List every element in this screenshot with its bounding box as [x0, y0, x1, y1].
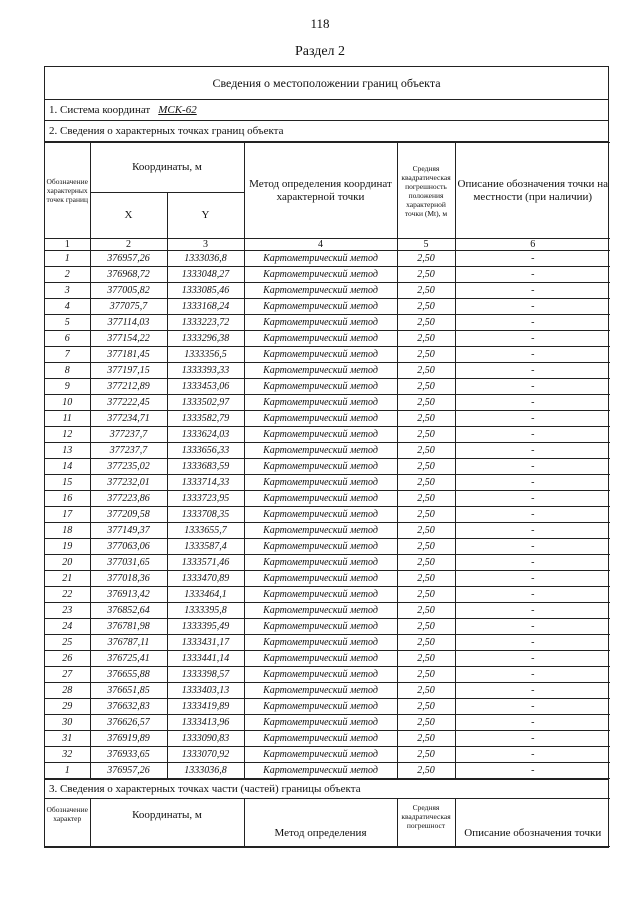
table-row: [45, 283, 610, 299]
description-cell: -: [455, 459, 610, 475]
point-number: 11: [45, 411, 90, 427]
method-cell: Картометрический метод: [244, 635, 397, 651]
coord-system-row: [45, 100, 608, 121]
description-cell: -: [455, 267, 610, 283]
error-cell: 2,50: [397, 651, 455, 667]
header-x: X: [90, 193, 167, 239]
method-cell: Картометрический метод: [244, 555, 397, 571]
points-heading: 2. Сведения о характерных точках границ объекта: [45, 121, 608, 142]
coord-x: 376852,64: [90, 603, 167, 619]
error-cell: 2,50: [397, 491, 455, 507]
coord-x: 377005,82: [90, 283, 167, 299]
error-cell: 2,50: [397, 427, 455, 443]
coord-x: 377209,58: [90, 507, 167, 523]
column-number: 3: [167, 239, 244, 251]
coord-y: 1333708,35: [167, 507, 244, 523]
point-number: 2: [45, 267, 90, 283]
coord-x: 377237,7: [90, 427, 167, 443]
description-cell: -: [455, 747, 610, 763]
table-row: [45, 523, 610, 539]
point-number: 31: [45, 731, 90, 747]
point-number: 21: [45, 571, 90, 587]
method-cell: Картометрический метод: [244, 299, 397, 315]
coord-x: 376787,11: [90, 635, 167, 651]
method-cell: Картометрический метод: [244, 443, 397, 459]
coord-y: 1333036,8: [167, 251, 244, 267]
error-cell: 2,50: [397, 363, 455, 379]
coord-y: 1333048,27: [167, 267, 244, 283]
error-cell: 2,50: [397, 619, 455, 635]
error-cell: 2,50: [397, 715, 455, 731]
coord-y: 1333403,13: [167, 683, 244, 699]
point-number: 7: [45, 347, 90, 363]
coord-x: 376913,42: [90, 587, 167, 603]
coord-y: 1333502,97: [167, 395, 244, 411]
coord-x: 376655,88: [90, 667, 167, 683]
coord-x: 376725,41: [90, 651, 167, 667]
point-number: 16: [45, 491, 90, 507]
table-row: [45, 475, 610, 491]
method-cell: Картометрический метод: [244, 475, 397, 491]
column-number: 5: [397, 239, 455, 251]
coord-y: 1333036,8: [167, 763, 244, 779]
coord-x: 377114,03: [90, 315, 167, 331]
description-cell: -: [455, 443, 610, 459]
point-number: 24: [45, 619, 90, 635]
coord-x: 376626,57: [90, 715, 167, 731]
method-cell: Картометрический метод: [244, 587, 397, 603]
method-cell: Картометрический метод: [244, 747, 397, 763]
description-cell: -: [455, 331, 610, 347]
method-cell: Картометрический метод: [244, 603, 397, 619]
error-cell: 2,50: [397, 763, 455, 779]
tail-header-method: Метод определения: [244, 799, 397, 847]
coord-system-label: 1. Система координат: [49, 104, 151, 116]
table-row: [45, 363, 610, 379]
parts-heading: 3. Сведения о характерных точках части (частей) границы объекта: [45, 779, 608, 798]
table-row: [45, 507, 610, 523]
description-cell: -: [455, 251, 610, 267]
description-cell: -: [455, 683, 610, 699]
header-designation: Обозначение характерных точек границ: [45, 143, 90, 239]
points-table: [45, 142, 610, 779]
column-number: 6: [455, 239, 610, 251]
table-row: [45, 459, 610, 475]
error-cell: 2,50: [397, 459, 455, 475]
point-number: 18: [45, 523, 90, 539]
point-number: 32: [45, 747, 90, 763]
page-number: 118: [310, 16, 330, 31]
point-number: 25: [45, 635, 90, 651]
method-cell: Картометрический метод: [244, 363, 397, 379]
description-cell: -: [455, 427, 610, 443]
point-number: 22: [45, 587, 90, 603]
coord-x: 376781,98: [90, 619, 167, 635]
method-cell: Картометрический метод: [244, 507, 397, 523]
table-row: [45, 251, 610, 267]
description-cell: -: [455, 507, 610, 523]
error-cell: 2,50: [397, 731, 455, 747]
method-cell: Картометрический метод: [244, 315, 397, 331]
header-y: Y: [167, 193, 244, 239]
coord-y: 1333656,33: [167, 443, 244, 459]
description-cell: -: [455, 635, 610, 651]
coord-x: 377197,15: [90, 363, 167, 379]
error-cell: 2,50: [397, 379, 455, 395]
coord-y: 1333168,24: [167, 299, 244, 315]
method-cell: Картометрический метод: [244, 715, 397, 731]
coord-y: 1333587,4: [167, 539, 244, 555]
table-row: [45, 491, 610, 507]
description-cell: -: [455, 315, 610, 331]
error-cell: 2,50: [397, 635, 455, 651]
point-number: 14: [45, 459, 90, 475]
table-row: [45, 683, 610, 699]
method-cell: Картометрический метод: [244, 619, 397, 635]
error-cell: 2,50: [397, 283, 455, 299]
error-cell: 2,50: [397, 587, 455, 603]
header-error: Средняя квадратическая погрешность положения характерной точки (Mt), м: [397, 143, 455, 239]
column-number: 4: [244, 239, 397, 251]
coord-y: 1333413,96: [167, 715, 244, 731]
points-table-body: [45, 251, 610, 779]
table-row: [45, 299, 610, 315]
coord-x: 376651,85: [90, 683, 167, 699]
point-number: 20: [45, 555, 90, 571]
table-row: [45, 635, 610, 651]
coord-y: 1333571,46: [167, 555, 244, 571]
coord-y: 1333395,8: [167, 603, 244, 619]
error-cell: 2,50: [397, 267, 455, 283]
method-cell: Картометрический метод: [244, 411, 397, 427]
coord-y: 1333223,72: [167, 315, 244, 331]
point-number: 17: [45, 507, 90, 523]
point-number: 12: [45, 427, 90, 443]
column-number: 1: [45, 239, 90, 251]
table-row: [45, 331, 610, 347]
method-cell: Картометрический метод: [244, 763, 397, 779]
point-number: 1: [45, 763, 90, 779]
coord-y: 1333464,1: [167, 587, 244, 603]
error-cell: 2,50: [397, 539, 455, 555]
description-cell: -: [455, 299, 610, 315]
error-cell: 2,50: [397, 555, 455, 571]
method-cell: Картометрический метод: [244, 731, 397, 747]
table-title: Сведения о местоположении границ объекта: [45, 67, 608, 100]
point-number: 28: [45, 683, 90, 699]
method-cell: Картометрический метод: [244, 491, 397, 507]
method-cell: Картометрический метод: [244, 539, 397, 555]
coord-y: 1333582,79: [167, 411, 244, 427]
coord-x: 377234,71: [90, 411, 167, 427]
method-cell: Картометрический метод: [244, 283, 397, 299]
coord-x: 376933,65: [90, 747, 167, 763]
point-number: 26: [45, 651, 90, 667]
coord-x: 377237,7: [90, 443, 167, 459]
point-number: 29: [45, 699, 90, 715]
boundary-info-table: [44, 66, 609, 848]
method-cell: Картометрический метод: [244, 267, 397, 283]
description-cell: -: [455, 731, 610, 747]
error-cell: 2,50: [397, 251, 455, 267]
point-number: 13: [45, 443, 90, 459]
point-number: 4: [45, 299, 90, 315]
coord-x: 377075,7: [90, 299, 167, 315]
point-number: 3: [45, 283, 90, 299]
coord-y: 1333714,33: [167, 475, 244, 491]
table-row: [45, 747, 610, 763]
error-cell: 2,50: [397, 299, 455, 315]
table-row: [45, 651, 610, 667]
coord-x: 377235,02: [90, 459, 167, 475]
method-cell: Картометрический метод: [244, 379, 397, 395]
coord-x: 377181,45: [90, 347, 167, 363]
error-cell: 2,50: [397, 683, 455, 699]
coord-y: 1333398,57: [167, 667, 244, 683]
header-description: Описание обозначения точки на местности (при наличии): [455, 143, 610, 239]
point-number: 8: [45, 363, 90, 379]
header-coordinates: Координаты, м: [90, 143, 244, 193]
error-cell: 2,50: [397, 571, 455, 587]
coord-y: 1333723,95: [167, 491, 244, 507]
method-cell: Картометрический метод: [244, 667, 397, 683]
table-row: [45, 347, 610, 363]
coord-x: 377018,36: [90, 571, 167, 587]
description-cell: -: [455, 347, 610, 363]
error-cell: 2,50: [397, 667, 455, 683]
coord-y: 1333624,03: [167, 427, 244, 443]
coord-y: 1333296,38: [167, 331, 244, 347]
table-row: [45, 587, 610, 603]
error-cell: 2,50: [397, 315, 455, 331]
table-row: [45, 539, 610, 555]
description-cell: -: [455, 411, 610, 427]
description-cell: -: [455, 475, 610, 491]
description-cell: -: [455, 539, 610, 555]
error-cell: 2,50: [397, 747, 455, 763]
coord-x: 376968,72: [90, 267, 167, 283]
description-cell: -: [455, 283, 610, 299]
table-row: [45, 315, 610, 331]
coord-y: 1333090,83: [167, 731, 244, 747]
coord-y: 1333356,5: [167, 347, 244, 363]
point-number: 6: [45, 331, 90, 347]
method-cell: Картометрический метод: [244, 523, 397, 539]
error-cell: 2,50: [397, 411, 455, 427]
table-row: [45, 619, 610, 635]
tail-header-designation: Обозначение характер: [45, 799, 90, 847]
table-row: [45, 571, 610, 587]
coord-system-value: МСК-62: [158, 104, 197, 116]
tail-header-coordinates: Координаты, м: [90, 799, 244, 847]
method-cell: Картометрический метод: [244, 331, 397, 347]
method-cell: Картометрический метод: [244, 251, 397, 267]
coord-y: 1333470,89: [167, 571, 244, 587]
parts-table-header: [45, 798, 610, 847]
table-row: [45, 715, 610, 731]
coord-y: 1333683,59: [167, 459, 244, 475]
point-number: 10: [45, 395, 90, 411]
table-row: [45, 427, 610, 443]
coord-x: 377232,01: [90, 475, 167, 491]
coord-x: 376957,26: [90, 763, 167, 779]
point-number: 19: [45, 539, 90, 555]
coord-y: 1333419,89: [167, 699, 244, 715]
coord-x: 377031,65: [90, 555, 167, 571]
method-cell: Картометрический метод: [244, 427, 397, 443]
description-cell: -: [455, 555, 610, 571]
table-row: [45, 379, 610, 395]
table-row: [45, 411, 610, 427]
coord-x: 377149,37: [90, 523, 167, 539]
coord-y: 1333070,92: [167, 747, 244, 763]
tail-header-error: Средняя квадратическая погрешност: [397, 799, 455, 847]
coord-x: 377223,86: [90, 491, 167, 507]
method-cell: Картометрический метод: [244, 395, 397, 411]
coord-x: 377063,06: [90, 539, 167, 555]
column-numbers-row: [45, 239, 610, 251]
error-cell: 2,50: [397, 395, 455, 411]
coord-x: 377154,22: [90, 331, 167, 347]
coord-x: 376632,83: [90, 699, 167, 715]
point-number: 30: [45, 715, 90, 731]
coord-y: 1333453,06: [167, 379, 244, 395]
method-cell: Картометрический метод: [244, 571, 397, 587]
table-row: [45, 667, 610, 683]
description-cell: -: [455, 603, 610, 619]
header-method: Метод определения координат характерной точки: [244, 143, 397, 239]
error-cell: 2,50: [397, 603, 455, 619]
description-cell: -: [455, 651, 610, 667]
coord-x: 376957,26: [90, 251, 167, 267]
coord-y: 1333395,49: [167, 619, 244, 635]
error-cell: 2,50: [397, 331, 455, 347]
table-row: [45, 555, 610, 571]
error-cell: 2,50: [397, 523, 455, 539]
description-cell: -: [455, 395, 610, 411]
point-number: 27: [45, 667, 90, 683]
point-number: 23: [45, 603, 90, 619]
description-cell: -: [455, 699, 610, 715]
description-cell: -: [455, 571, 610, 587]
error-cell: 2,50: [397, 699, 455, 715]
coord-x: 376919,89: [90, 731, 167, 747]
coord-y: 1333655,7: [167, 523, 244, 539]
table-row: [45, 731, 610, 747]
tail-header-description: Описание обозначения точки: [455, 799, 610, 847]
table-row: [45, 699, 610, 715]
error-cell: 2,50: [397, 443, 455, 459]
description-cell: -: [455, 619, 610, 635]
description-cell: -: [455, 379, 610, 395]
coord-y: 1333441,14: [167, 651, 244, 667]
description-cell: -: [455, 715, 610, 731]
description-cell: -: [455, 763, 610, 779]
coord-y: 1333431,17: [167, 635, 244, 651]
description-cell: -: [455, 363, 610, 379]
table-row: [45, 443, 610, 459]
point-number: 5: [45, 315, 90, 331]
coord-y: 1333085,46: [167, 283, 244, 299]
point-number: 15: [45, 475, 90, 491]
column-number: 2: [90, 239, 167, 251]
method-cell: Картометрический метод: [244, 651, 397, 667]
error-cell: 2,50: [397, 347, 455, 363]
section-title: Раздел 2: [294, 44, 346, 59]
description-cell: -: [455, 491, 610, 507]
method-cell: Картометрический метод: [244, 683, 397, 699]
point-number: 1: [45, 251, 90, 267]
description-cell: -: [455, 523, 610, 539]
coord-x: 377222,45: [90, 395, 167, 411]
description-cell: -: [455, 587, 610, 603]
point-number: 9: [45, 379, 90, 395]
table-row: [45, 395, 610, 411]
method-cell: Картометрический метод: [244, 459, 397, 475]
coord-x: 377212,89: [90, 379, 167, 395]
table-row: [45, 267, 610, 283]
method-cell: Картометрический метод: [244, 347, 397, 363]
table-row: [45, 763, 610, 779]
table-row: [45, 603, 610, 619]
method-cell: Картометрический метод: [244, 699, 397, 715]
error-cell: 2,50: [397, 507, 455, 523]
error-cell: 2,50: [397, 475, 455, 491]
description-cell: -: [455, 667, 610, 683]
coord-y: 1333393,33: [167, 363, 244, 379]
